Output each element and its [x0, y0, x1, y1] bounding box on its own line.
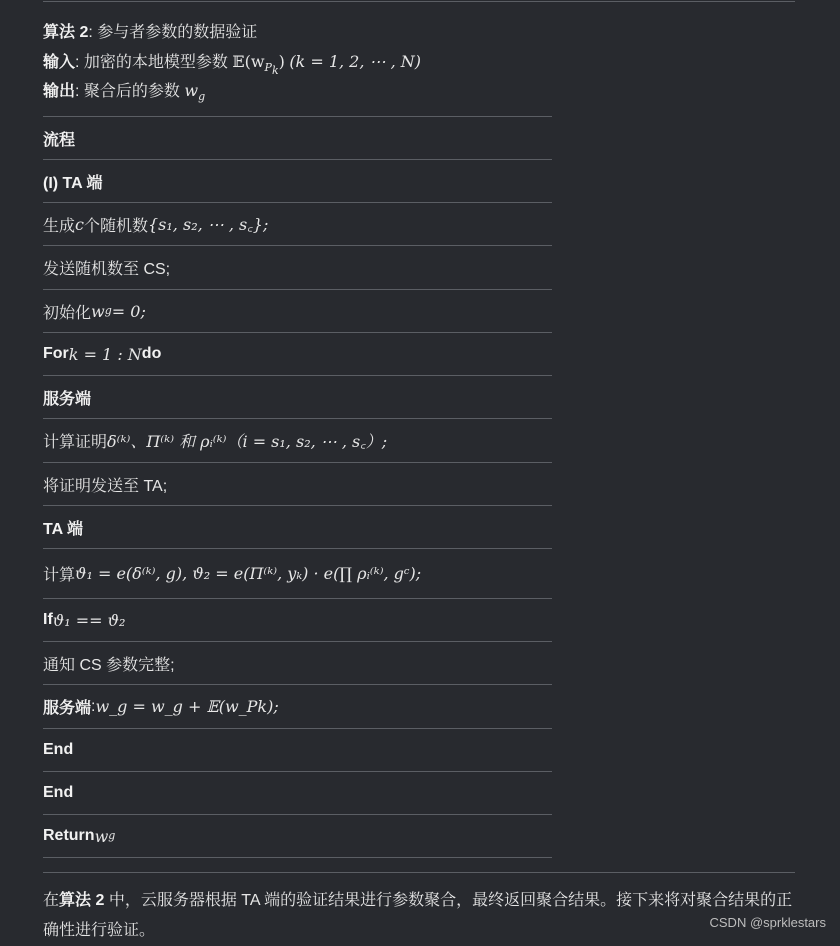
step-if-check: If ϑ₁ == ϑ₂ — [43, 598, 552, 641]
bottom-divider — [43, 872, 795, 873]
step-ta-section: (I) TA 端 — [43, 159, 552, 202]
algorithm-title: 算法 2: 参与者参数的数据验证 — [43, 24, 258, 41]
algorithm-header — [43, 18, 421, 105]
step-end-1: End — [43, 728, 552, 771]
algorithm-input: 输入: 加密的本地模型参数 $𝔼(w_{P_k}) (k = 1$, 2, ⋯ , N) — [43, 52, 422, 78]
step-gen-random: 生成 c 个随机数 {s₁, s₂, ⋯ , s꜀}; — [43, 202, 552, 245]
step-server-agg: 服务端 : w_g = w_g + 𝔼(w_Pk); — [43, 684, 552, 728]
step-server: 服务端 — [43, 375, 552, 418]
step-init-wg: 初始化 w g = 0; — [43, 289, 552, 332]
step-send-proof: 将证明发送至 TA; — [43, 462, 552, 505]
step-flow: 流程 — [43, 116, 552, 159]
top-divider — [43, 1, 795, 2]
step-end-2: End — [43, 771, 552, 814]
step-ta-side: TA 端 — [43, 505, 552, 548]
step-return: Return w g — [43, 814, 552, 858]
step-notify: 通知 CS 参数完整; — [43, 641, 552, 684]
algorithm-steps — [43, 116, 552, 858]
csdn-watermark: CSDN @sprklestars — [709, 915, 826, 930]
summary-paragraph: 在算法 2 中，云服务器根据 TA 端的验证结果进行参数聚合，最终返回聚合结果。接下来将对聚合结果的正确性进行验证。 — [43, 892, 793, 939]
step-send-random: 发送随机数至 CS; — [43, 245, 552, 289]
algorithm-output: 输出: 聚合后的参数 $w_g$ — [43, 81, 206, 104]
step-compute-proof: 计算证明 δ⁽ᵏ⁾、Π⁽ᵏ⁾ 和 ρᵢ⁽ᵏ⁾（i = s₁, s₂, ⋯ , s꜀）; — [43, 418, 552, 462]
step-compute-theta: 计算 ϑ₁ = e(δ⁽ᵏ⁾, g), ϑ₂ = e(Π⁽ᵏ⁾, yₖ) · e(∏ ρᵢ⁽ᵏ⁾, gᶜ); — [43, 548, 552, 598]
step-for-loop: For k = 1 : N do — [43, 332, 552, 375]
